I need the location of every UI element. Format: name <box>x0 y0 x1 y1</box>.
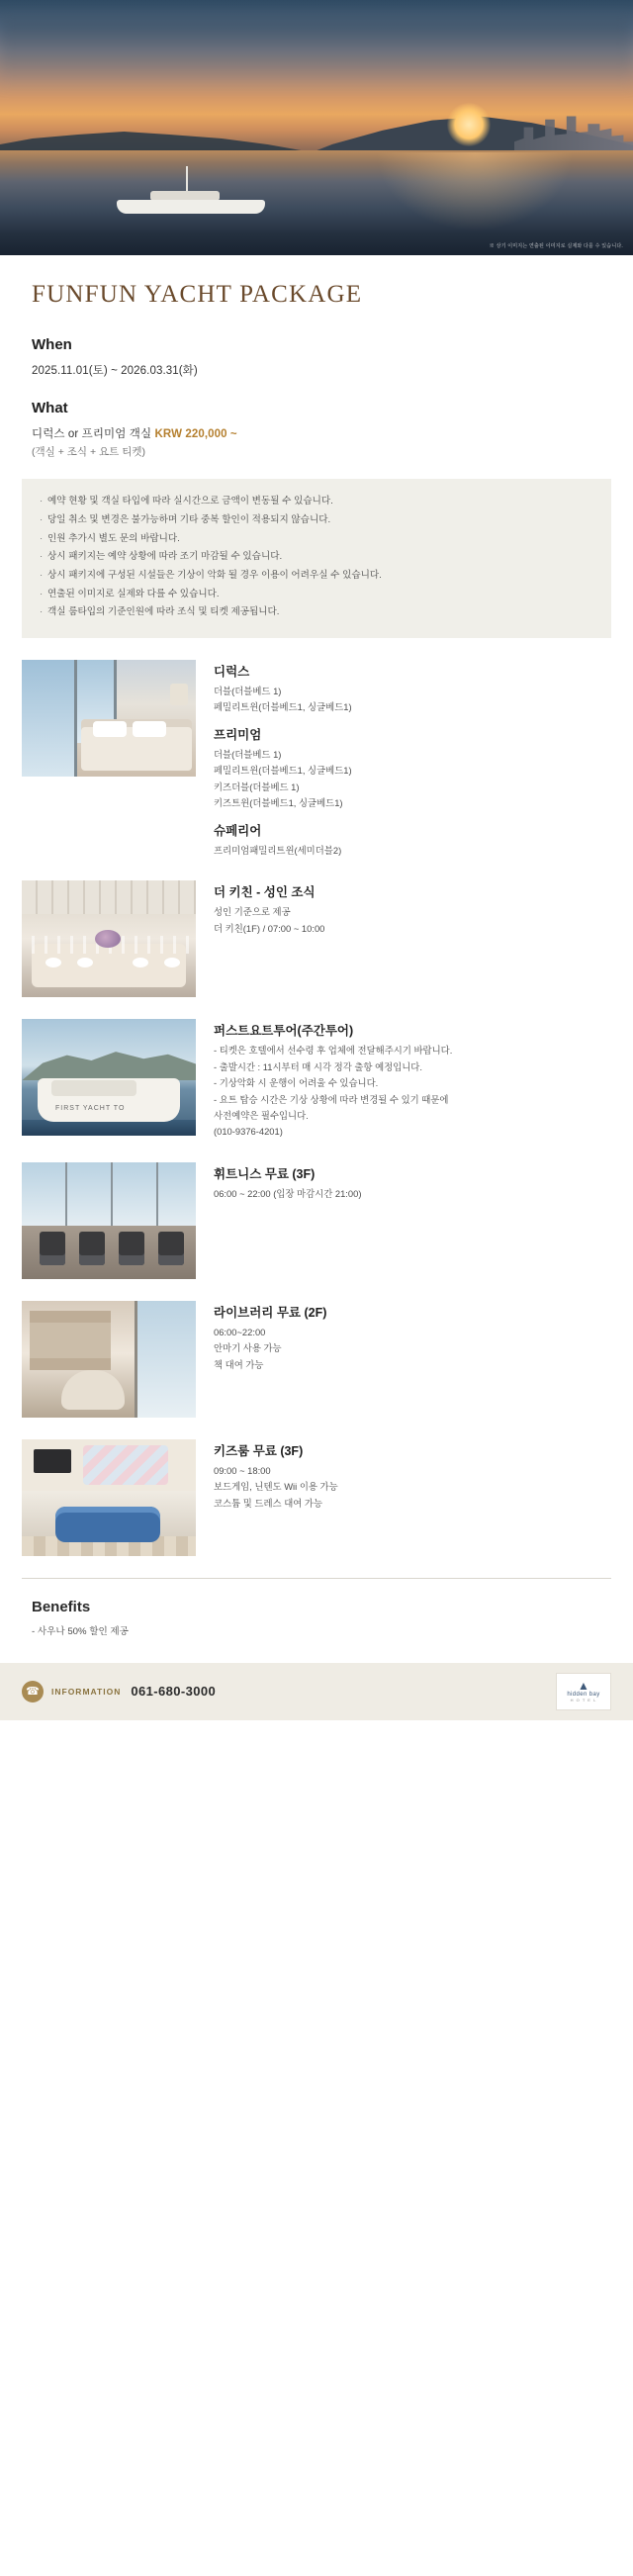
item-detail-line: 코스튬 및 드레스 대여 가능 <box>214 1497 323 1509</box>
kids-photo <box>22 1439 196 1556</box>
item-detail-line: 페밀리트윈(더블베드1, 싱글베드1) <box>214 765 352 777</box>
hotel-logo <box>556 1673 611 1710</box>
item-detail-line: 사전예약은 필수입니다. <box>214 1110 309 1121</box>
footer-bar <box>0 1663 633 1720</box>
title-section <box>0 255 633 319</box>
item-row <box>0 1019 633 1141</box>
what-sub: (객실 + 조식 + 요트 티켓) <box>32 446 145 459</box>
yacht-photo: FIRST YACHT TO <box>22 1019 196 1136</box>
item-detail-line: 더블(더블베드 1) <box>214 686 282 697</box>
item-detail-line: 06:00 ~ 22:00 (입장 마감시간 21:00) <box>214 1187 362 1199</box>
item-body <box>196 1162 611 1202</box>
item-body <box>196 880 611 937</box>
item-detail-line: - 기상악화 시 운행이 어려울 수 있습니다. <box>214 1077 379 1089</box>
what-room-text: 디럭스 or 프리미엄 객실 <box>32 427 152 440</box>
item-title: 슈페리어 <box>214 823 262 838</box>
item-row <box>0 660 633 859</box>
item-detail-line: - 티켓은 호텔에서 선수령 후 업체에 전달해주시기 바랍니다. <box>214 1045 453 1057</box>
item-detail-line: 더 키친(1F) / 07:00 ~ 10:00 <box>214 922 325 934</box>
notice-item: · 당일 취소 및 변경은 불가능하며 기타 중복 할인이 적용되지 않습니다. <box>40 511 593 530</box>
item-body <box>196 1301 611 1373</box>
item-title: 퍼스트요트투어(주간투어) <box>214 1024 354 1039</box>
benefits-section <box>0 1579 633 1663</box>
what-heading: What <box>32 399 68 416</box>
when-section <box>0 336 633 382</box>
page-title: FUNFUN YACHT PACKAGE <box>32 281 363 308</box>
benefits-line: - 사우나 50% 할인 제공 <box>32 1625 129 1637</box>
item-detail-line: - 출발시간 : 11시부터 매 시각 정각 출항 예정입니다. <box>214 1060 422 1072</box>
notice-item: · 객실 룸타입의 기준인원에 따라 조식 및 티켓 제공됩니다. <box>40 603 593 622</box>
item-title: 더 키친 - 성인 조식 <box>214 885 316 900</box>
what-section <box>0 400 633 460</box>
item-detail-line: 프리미엄패밀리트윈(세미더블2) <box>214 844 342 856</box>
yacht-mast <box>186 166 188 192</box>
gym-photo <box>22 1162 196 1279</box>
item-body <box>196 1019 611 1141</box>
benefits-heading: Benefits <box>32 1598 91 1615</box>
hero-image <box>0 0 633 255</box>
item-detail-line: 키즈트윈(더블베드1, 싱글베드1) <box>214 797 343 809</box>
dining-photo <box>22 880 196 997</box>
logo-subtitle: H O T E L <box>570 1698 597 1703</box>
item-detail-line: 09:00 ~ 18:00 <box>214 1464 271 1476</box>
notice-list <box>40 493 593 622</box>
notice-box <box>22 479 611 638</box>
item-detail-line: 더블(더블베드 1) <box>214 748 282 760</box>
item-detail-line: (010-9376-4201) <box>214 1126 283 1138</box>
hero-sun-glint <box>376 152 574 231</box>
footer-information-label: INFORMATION <box>51 1686 122 1697</box>
notice-item: · 연출된 이미지로 실제와 다를 수 있습니다. <box>40 586 593 604</box>
hero-clouds <box>0 18 633 87</box>
library-photo <box>22 1301 196 1418</box>
item-row <box>0 1439 633 1556</box>
when-heading: When <box>32 336 72 353</box>
item-body <box>196 1439 611 1512</box>
item-title: 프리미엄 <box>214 727 262 742</box>
footer-phone-number[interactable]: 061-680-3000 <box>131 1684 217 1700</box>
hero-yacht <box>117 168 265 214</box>
phone-icon: ☎ <box>22 1681 44 1702</box>
item-detail-line: 안마기 사용 가능 <box>214 1342 282 1354</box>
item-title: 휘트니스 무료 (3F) <box>214 1166 316 1181</box>
item-row <box>0 1162 633 1279</box>
notice-item: · 예약 현황 및 객실 타입에 따라 실시간으로 금액이 변동될 수 있습니다. <box>40 493 593 511</box>
item-title: 키즈룸 무료 (3F) <box>214 1443 304 1458</box>
item-detail-line: 페밀리트윈(더블베드1, 싱글베드1) <box>214 701 352 713</box>
item-row <box>0 880 633 997</box>
logo-mark-icon: ▲ <box>578 1679 589 1694</box>
item-list <box>0 660 633 1556</box>
when-period: 2025.11.01(토) ~ 2026.03.31(화) <box>32 365 198 377</box>
item-detail-line: 06:00~22:00 <box>214 1326 266 1337</box>
item-title: 라이브러리 무료 (2F) <box>214 1305 327 1320</box>
what-price: KRW 220,000 ~ <box>154 427 237 440</box>
item-detail-line: 성인 기준으로 제공 <box>214 906 291 918</box>
item-row <box>0 1301 633 1418</box>
item-detail-line: 책 대여 가능 <box>214 1358 264 1370</box>
hero-sun <box>447 103 491 146</box>
item-body <box>196 660 611 859</box>
notice-item: · 상시 패키지에 구성된 시설들은 기상이 악화 될 경우 이용이 어려우실 수 있습니다. <box>40 567 593 586</box>
what-room-line <box>32 425 601 445</box>
item-title: 디럭스 <box>214 665 250 680</box>
room-photo <box>22 660 196 777</box>
yacht-hull <box>117 200 265 214</box>
item-detail-line: 키즈더블(더블베드 1) <box>214 781 300 792</box>
logo-title: hidden bay <box>567 1692 600 1699</box>
notice-item: · 인원 추가시 별도 문의 바랍니다. <box>40 530 593 549</box>
item-detail-line: - 요트 탑승 시간은 기상 상황에 따라 변경될 수 있기 때문에 <box>214 1093 449 1105</box>
hero-credit-text: ※ 상기 이미지는 연출된 이미지로 실제와 다를 수 있습니다. <box>489 243 623 249</box>
notice-item: · 상시 패키지는 예약 상황에 따라 조기 마감될 수 있습니다. <box>40 548 593 567</box>
item-detail-line: 보드게임, 닌텐도 Wii 이용 가능 <box>214 1481 338 1493</box>
